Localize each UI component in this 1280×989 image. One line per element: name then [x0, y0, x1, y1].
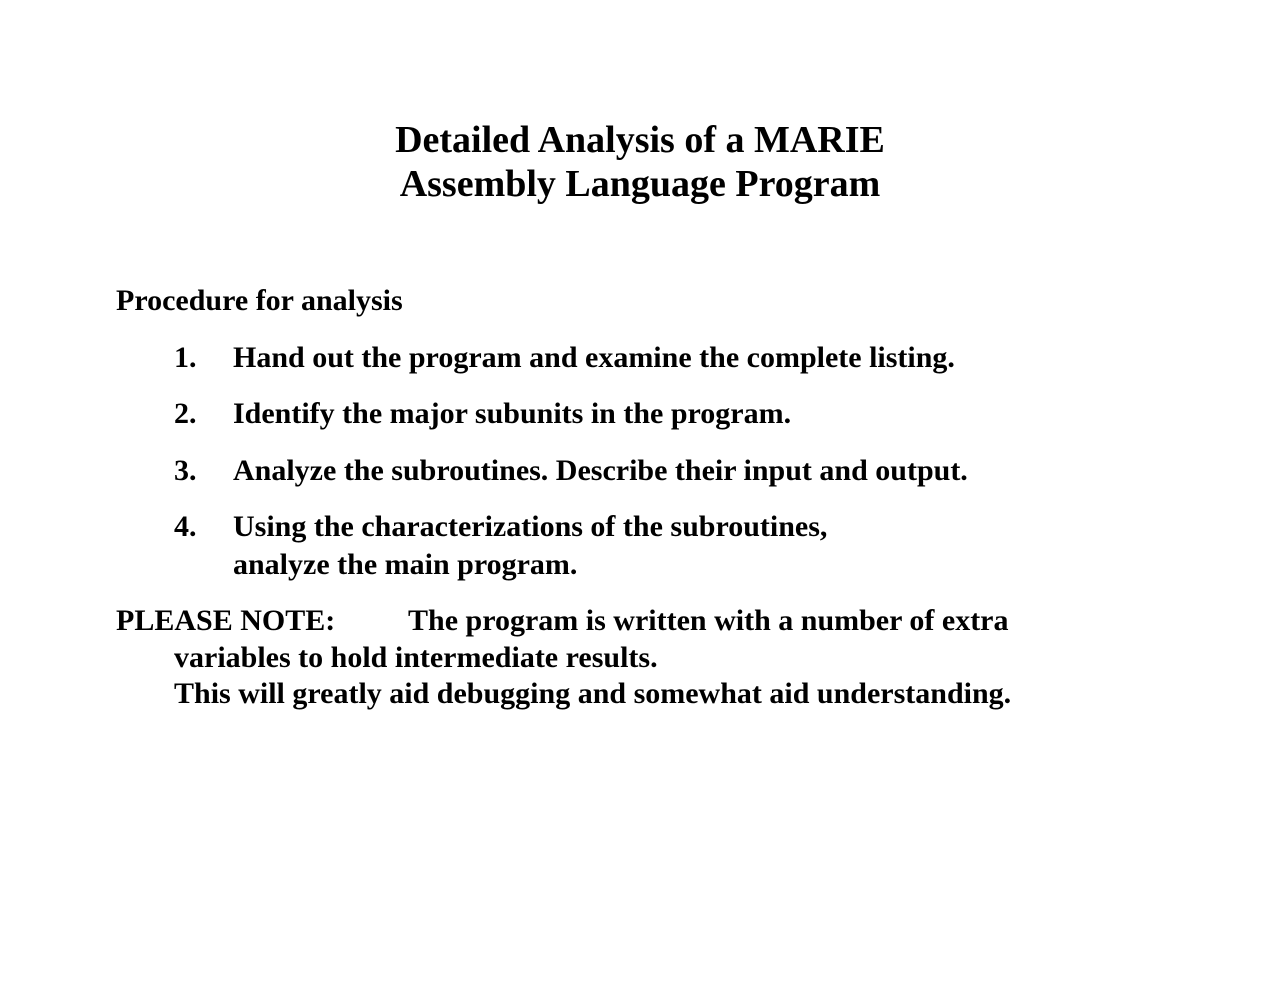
step-number: 1.	[174, 341, 197, 374]
note-label: PLEASE NOTE:	[116, 604, 336, 637]
procedure-heading: Procedure for analysis	[116, 284, 403, 317]
note-text-line-2: variables to hold intermediate results.	[174, 641, 658, 674]
page-title-line-2: Assembly Language Program	[399, 163, 881, 205]
step-number: 2.	[174, 397, 197, 430]
step-text: Hand out the program and examine the complete listing.	[233, 341, 955, 374]
step-number: 4.	[174, 510, 197, 543]
step-text: Analyze the subroutines. Describe their input and output.	[233, 454, 968, 487]
page-title-line-1: Detailed Analysis of a MARIE	[395, 119, 885, 161]
step-text: Using the characterizations of the subroutines,	[233, 510, 828, 543]
step-text: Identify the major subunits in the program.	[233, 397, 792, 430]
step-number: 3.	[174, 454, 197, 487]
note-text-line-3: This will greatly aid debugging and somewhat aid understanding.	[174, 677, 1012, 710]
step-text-continuation: analyze the main program.	[233, 548, 578, 581]
note-text-line-1: The program is written with a number of extra	[408, 604, 1009, 637]
